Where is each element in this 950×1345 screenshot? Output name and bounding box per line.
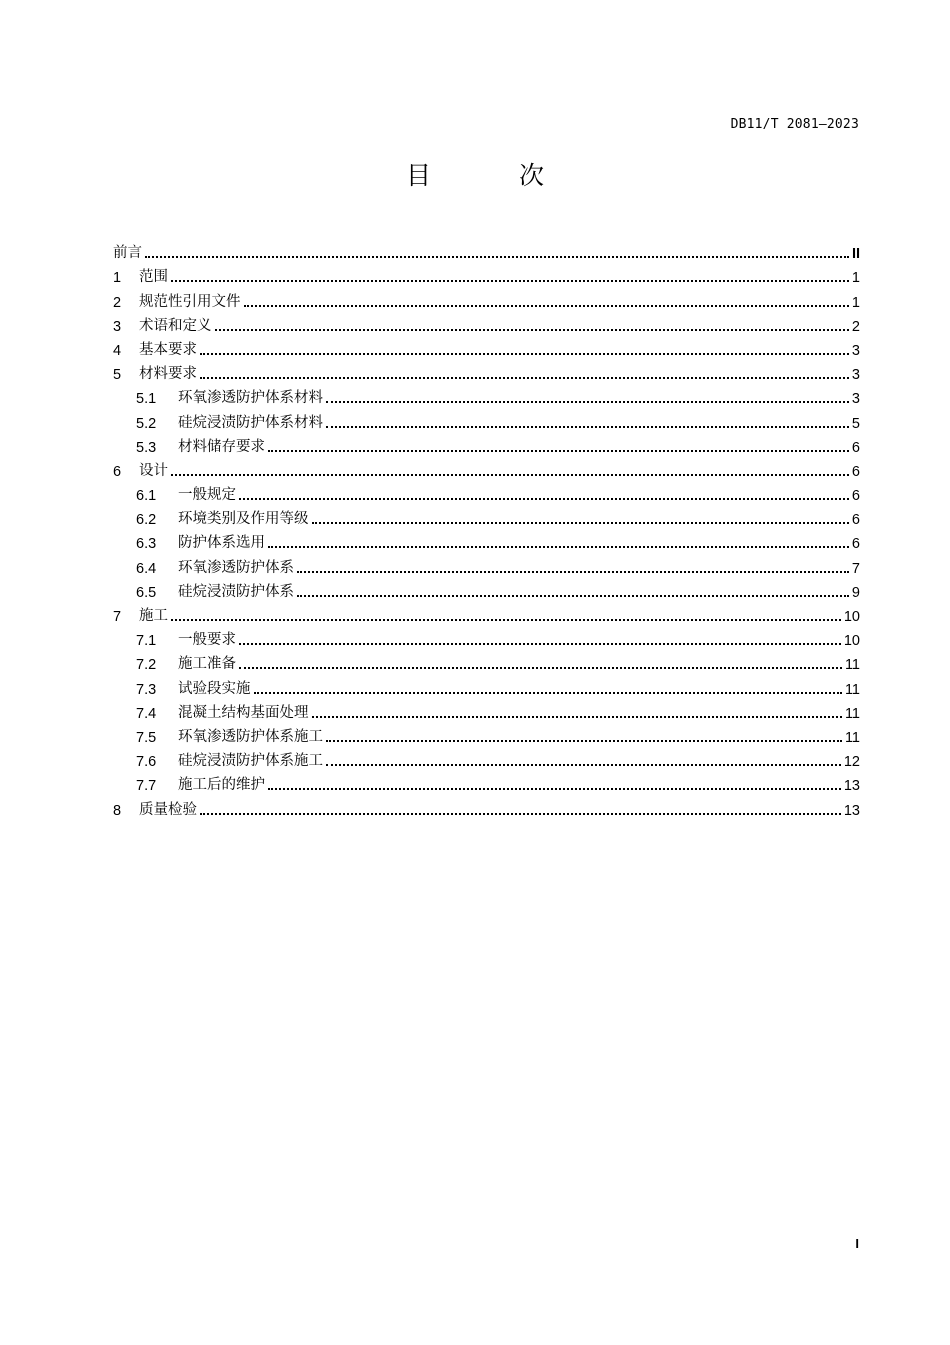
toc-entry-title: 质量检验 bbox=[139, 801, 197, 818]
dot-leader bbox=[326, 760, 841, 766]
toc-entry-page: 13 bbox=[843, 778, 860, 795]
toc-entry-title: 施工后的维护 bbox=[178, 777, 265, 794]
toc-entry-page: 1 bbox=[851, 270, 860, 287]
toc-entry-page: 10 bbox=[843, 609, 860, 625]
dot-leader bbox=[268, 542, 849, 548]
toc-entry-page: 3 bbox=[851, 342, 860, 359]
toc-entry-number: 7 bbox=[113, 609, 122, 625]
toc-entry-number: 6.4 bbox=[136, 560, 157, 577]
toc-entry-page: 5 bbox=[851, 415, 860, 432]
page-title: 目 次 bbox=[406, 161, 584, 190]
dot-leader bbox=[200, 349, 849, 355]
toc-entry-title: 试验段实施 bbox=[178, 680, 251, 697]
toc-entry-title: 规范性引用文件 bbox=[139, 293, 241, 310]
toc-entry-number: 7.2 bbox=[136, 657, 157, 674]
toc-entry-number: 5 bbox=[113, 367, 122, 384]
toc-entry-title: 前言 bbox=[113, 245, 142, 262]
table-of-contents bbox=[113, 238, 860, 819]
toc-entry-title: 一般规定 bbox=[178, 487, 236, 504]
toc-entry-page: 11 bbox=[844, 681, 860, 698]
dot-leader bbox=[312, 518, 849, 524]
toc-entry-title: 环氧渗透防护体系 bbox=[178, 559, 294, 576]
toc-entry-page: 2 bbox=[851, 318, 860, 335]
dot-leader bbox=[145, 252, 849, 258]
toc-entry-title: 环氧渗透防护体系施工 bbox=[178, 728, 323, 745]
toc-entry-number: 6 bbox=[113, 463, 122, 480]
toc-entry-title: 基本要求 bbox=[139, 341, 197, 358]
toc-entry[interactable] bbox=[113, 698, 860, 722]
toc-entry-number: 7.5 bbox=[136, 729, 157, 746]
toc-entry-page: 10 bbox=[843, 633, 860, 650]
toc-entry-page: 11 bbox=[844, 729, 860, 746]
toc-entry[interactable] bbox=[113, 722, 860, 746]
toc-entry-page: 1 bbox=[851, 294, 860, 311]
toc-entry[interactable] bbox=[113, 601, 860, 625]
toc-entry[interactable] bbox=[113, 770, 860, 794]
toc-entry[interactable] bbox=[113, 383, 860, 407]
toc-entry-number: 8 bbox=[113, 802, 122, 819]
toc-entry-page: 11 bbox=[844, 657, 860, 674]
toc-entry[interactable] bbox=[113, 238, 860, 262]
toc-entry[interactable] bbox=[113, 335, 860, 359]
dot-leader bbox=[200, 809, 841, 815]
toc-entry-page: 6 bbox=[851, 439, 860, 456]
toc-entry-number: 7.1 bbox=[136, 633, 157, 650]
toc-entry-page: 7 bbox=[851, 560, 860, 577]
document-code: DB11/T 2081—2023 bbox=[730, 117, 859, 132]
toc-entry-page: 3 bbox=[851, 367, 860, 384]
dot-leader bbox=[254, 688, 842, 694]
toc-entry-number: 6.5 bbox=[136, 584, 157, 601]
toc-entry-title: 材料要求 bbox=[139, 366, 197, 383]
toc-entry-title: 硅烷浸渍防护体系 bbox=[178, 583, 294, 600]
toc-entry[interactable] bbox=[113, 456, 860, 480]
dot-leader bbox=[239, 639, 841, 645]
dot-leader bbox=[326, 397, 849, 403]
dot-leader bbox=[326, 736, 842, 742]
toc-entry-page: 12 bbox=[843, 754, 860, 771]
dot-leader bbox=[297, 591, 849, 597]
toc-entry-number: 5.2 bbox=[136, 415, 157, 432]
toc-entry-number: 7.3 bbox=[136, 681, 157, 698]
toc-entry[interactable] bbox=[113, 625, 860, 649]
dot-leader bbox=[244, 301, 849, 307]
dot-leader bbox=[239, 663, 842, 669]
toc-entry-number: 4 bbox=[113, 342, 122, 359]
toc-entry-title: 一般要求 bbox=[178, 632, 236, 649]
toc-entry-page: 13 bbox=[843, 802, 860, 819]
toc-entry-page: 3 bbox=[851, 391, 860, 408]
toc-entry-title: 施工 bbox=[139, 608, 168, 624]
toc-entry-number: 7.6 bbox=[136, 754, 157, 771]
toc-entry-title: 防护体系选用 bbox=[178, 535, 265, 552]
toc-entry-page: 6 bbox=[851, 536, 860, 553]
toc-entry[interactable] bbox=[113, 480, 860, 504]
dot-leader bbox=[171, 615, 841, 621]
toc-entry[interactable] bbox=[113, 577, 860, 601]
toc-entry-page: 9 bbox=[851, 584, 860, 601]
toc-entry[interactable] bbox=[113, 262, 860, 286]
toc-entry-title: 施工准备 bbox=[178, 656, 236, 673]
toc-entry-number: 5.1 bbox=[136, 391, 157, 408]
toc-entry[interactable] bbox=[113, 286, 860, 310]
toc-entry[interactable] bbox=[113, 746, 860, 770]
toc-entry-number: 6.2 bbox=[136, 512, 157, 529]
toc-entry-number: 1 bbox=[113, 270, 122, 287]
toc-entry-number: 2 bbox=[113, 294, 122, 311]
dot-leader bbox=[239, 494, 849, 500]
dot-leader bbox=[171, 470, 849, 476]
toc-entry-page: 6 bbox=[851, 488, 860, 505]
toc-entry-title: 混凝土结构基面处理 bbox=[178, 704, 309, 721]
toc-entry-title: 硅烷浸渍防护体系施工 bbox=[178, 753, 323, 770]
dot-leader bbox=[215, 325, 849, 331]
toc-entry-title: 设计 bbox=[139, 462, 168, 479]
toc-entry[interactable] bbox=[113, 673, 860, 697]
toc-entry-number: 7.7 bbox=[136, 778, 157, 795]
toc-entry[interactable] bbox=[113, 432, 860, 456]
toc-entry[interactable] bbox=[113, 794, 860, 818]
toc-entry[interactable] bbox=[113, 649, 860, 673]
toc-entry-number: 3 bbox=[113, 318, 122, 335]
toc-entry-page: 11 bbox=[844, 705, 860, 722]
toc-entry-number: 5.3 bbox=[136, 439, 157, 456]
toc-entry-page: 6 bbox=[851, 512, 860, 529]
toc-entry-title: 材料储存要求 bbox=[178, 438, 265, 455]
toc-entry[interactable] bbox=[113, 311, 860, 335]
dot-leader bbox=[171, 276, 849, 282]
toc-entry-number: 7.4 bbox=[136, 705, 157, 722]
toc-entry-page: 6 bbox=[851, 463, 860, 480]
dot-leader bbox=[326, 422, 849, 428]
toc-entry[interactable] bbox=[113, 552, 860, 576]
toc-entry-page: II bbox=[851, 246, 860, 263]
dot-leader bbox=[297, 567, 849, 573]
toc-entry-title: 环氧渗透防护体系材料 bbox=[178, 390, 323, 407]
toc-entry-title: 硅烷浸渍防护体系材料 bbox=[178, 414, 323, 431]
toc-entry-number: 6.3 bbox=[136, 536, 157, 553]
dot-leader bbox=[312, 712, 842, 718]
toc-entry[interactable] bbox=[113, 528, 860, 552]
toc-entry-number: 6.1 bbox=[136, 488, 157, 505]
toc-entry-title: 范围 bbox=[139, 269, 168, 286]
toc-entry-title: 环境类别及作用等级 bbox=[178, 511, 309, 528]
toc-entry[interactable] bbox=[113, 407, 860, 431]
dot-leader bbox=[268, 784, 841, 790]
toc-entry-title: 术语和定义 bbox=[139, 317, 212, 334]
dot-leader bbox=[200, 373, 849, 379]
toc-entry[interactable] bbox=[113, 359, 860, 383]
toc-entry[interactable] bbox=[113, 504, 860, 528]
dot-leader bbox=[268, 446, 849, 452]
page-number: I bbox=[855, 1236, 859, 1251]
